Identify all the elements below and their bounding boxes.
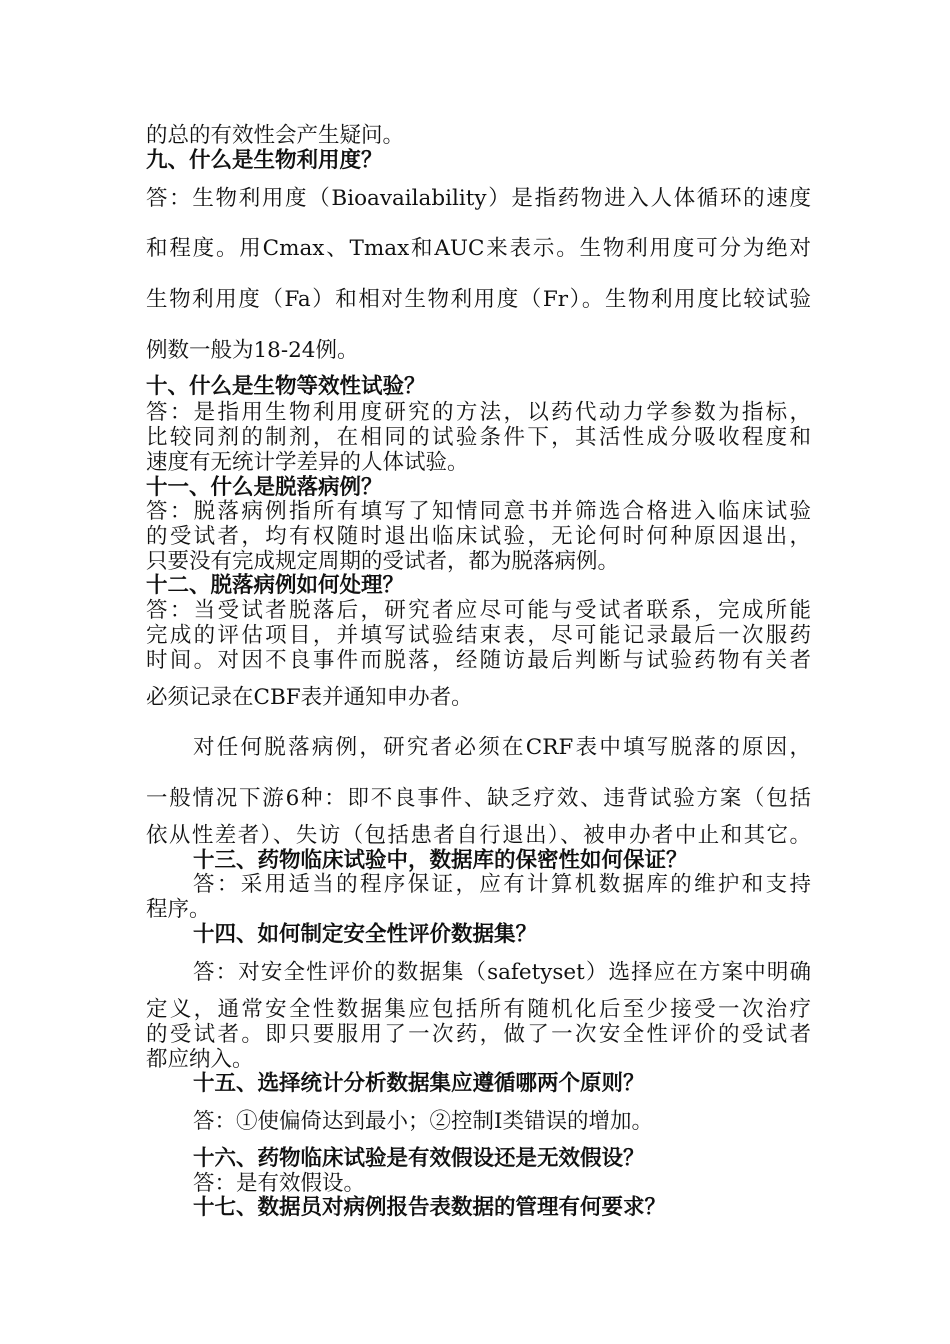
text-line: 答：生物利用度（Bioavailability）是指药物进入人体循环的速度: [146, 186, 811, 211]
text-line: 必须记录在CBF表并通知申办者。: [146, 685, 473, 710]
text-line: 的总的有效性会产生疑问。: [146, 123, 405, 148]
text-line: 完成的评估项目，并填写试验结束表，尽可能记录最后一次服药: [146, 623, 811, 648]
text-line: 程序。: [146, 897, 211, 922]
text-line: 一般情况下游6种：即不良事件、缺乏疗效、违背试验方案（包括: [146, 786, 811, 811]
section-heading: 十六、药物临床试验是有效假设还是无效假设？: [193, 1146, 645, 1171]
text-line: 生物利用度（Fa）和相对生物利用度（Fr）。生物利用度比较试验: [146, 287, 811, 312]
text-line: 对任何脱落病例，研究者必须在CRF表中填写脱落的原因，: [193, 735, 811, 760]
text-line: 答：是指用生物利用度研究的方法，以药代动力学参数为指标，: [146, 400, 811, 425]
text-line: 答：当受试者脱落后，研究者应尽可能与受试者联系，完成所能: [146, 598, 811, 623]
text-line: 例数一般为18-24例。: [146, 338, 359, 363]
text-line: 和程度。用Cmax、Tmax和AUC来表示。生物利用度可分为绝对: [146, 236, 811, 261]
text-line: 时间。对因不良事件而脱落，经随访最后判断与试验药物有关者: [146, 648, 811, 673]
text-line: 答：采用适当的程序保证，应有计算机数据库的维护和支持: [193, 872, 811, 897]
text-line: 答：是有效假设。: [193, 1171, 366, 1196]
section-heading: 十、什么是生物等效性试验？: [146, 374, 426, 399]
text-line: 定义，通常安全性数据集应包括所有随机化后至少接受一次治疗: [146, 997, 811, 1022]
section-heading: 九、什么是生物利用度？: [146, 148, 383, 173]
text-line: 速度有无统计学差异的人体试验。: [146, 450, 469, 475]
text-line: 都应纳入。: [146, 1047, 254, 1072]
text-line: 的受试者，均有权随时退出临床试验，无论何时何种原因退出，: [146, 524, 811, 549]
section-heading: 十二、脱落病例如何处理？: [146, 573, 405, 598]
text-line: 依从性差者）、失访（包括患者自行退出）、被申办者中止和其它。: [146, 823, 811, 848]
section-heading: 十三、药物临床试验中，数据库的保密性如何保证？: [193, 848, 688, 873]
text-line: 答：对安全性评价的数据集（safetyset）选择应在方案中明确: [193, 960, 811, 985]
text-line: 答：①使偏倚达到最小；②控制I类错误的增加。: [193, 1109, 653, 1134]
section-heading: 十一、什么是脱落病例？: [146, 475, 383, 500]
text-line: 答：脱落病例指所有填写了知情同意书并筛选合格进入临床试验: [146, 499, 811, 524]
section-heading: 十四、如何制定安全性评价数据集？: [193, 922, 538, 947]
section-heading: 十七、数据员对病例报告表数据的管理有何要求？: [193, 1195, 667, 1220]
section-heading: 十五、选择统计分析数据集应遵循哪两个原则？: [193, 1071, 645, 1096]
text-line: 只要没有完成规定周期的受试者，都为脱落病例。: [146, 549, 620, 574]
text-line: 的受试者。即只要服用了一次药，做了一次安全性评价的受试者: [146, 1022, 811, 1047]
text-line: 比较同剂的制剂，在相同的试验条件下，其活性成分吸收程度和: [146, 425, 811, 450]
